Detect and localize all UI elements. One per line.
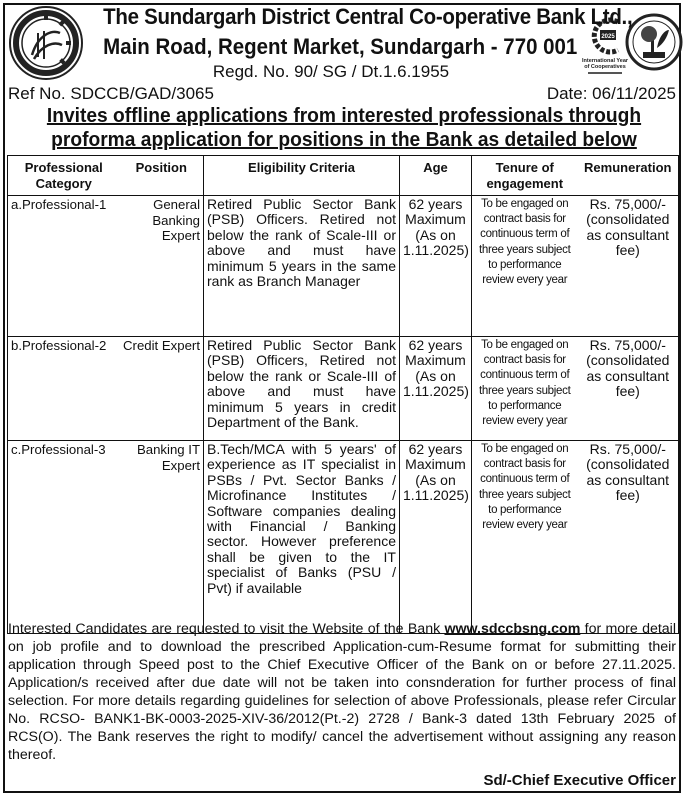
cell-category: a.Professional-1 — [8, 196, 120, 337]
cell-age: 62 years Maximum (As on 1.11.2025) — [400, 441, 472, 634]
cell-eligibility: B.Tech/MCA with 5 years' of experience as IT specialist in PSBs / Pvt. Sector Banks / Microfinance Institutes / Software companies dealing with Financial / Banking sector. However preference shall be given to the IT specialist of Banks (PSU / Pvt) if available — [204, 441, 400, 634]
signature: Sd/-Chief Executive Officer — [483, 772, 676, 789]
svg-text:International Year: International Year — [582, 58, 628, 64]
svg-text:2025: 2025 — [601, 34, 615, 40]
bank-name: The Sundargarh District Central Co-operative Bank Ltd., — [103, 4, 633, 29]
cell-tenure: To be engaged on contract basis for continuous term of three years subject to performance review every year — [472, 196, 578, 337]
cell-remuneration: Rs. 75,000/- (consolidated as consultant fee) — [578, 337, 679, 441]
instructions-text-start: Interested Candidates are requested to visit the Website of the Bank — [8, 621, 445, 637]
reference-number: Ref No. SDCCB/GAD/3065 — [8, 84, 214, 103]
cell-tenure: To be engaged on contract basis for continuous term of three years subject to performance review every year — [472, 337, 578, 441]
svg-text:of Cooperatives: of Cooperatives — [584, 64, 626, 70]
cell-eligibility: Retired Public Sector Bank (PSB) Officers, Retired not below the rank or Scale-III of above and must have minimum 5 years in credit Department of the Bank. — [204, 337, 400, 441]
bank-address: Main Road, Regent Market, Sundargarh - 770 001 — [103, 34, 578, 59]
table-row — [8, 196, 679, 337]
cell-position: General Banking Expert — [120, 196, 204, 337]
column-header-remuneration: Remuneration — [578, 156, 679, 196]
table-row — [8, 337, 679, 441]
column-header-category: Professional Category — [8, 156, 120, 196]
cell-position: Banking IT Expert — [120, 441, 204, 634]
tree-seal-icon — [625, 8, 683, 76]
headline — [6, 104, 682, 152]
positions-table — [7, 155, 679, 634]
bank-website-link[interactable]: www.sdccbsng.com — [444, 621, 581, 637]
instructions-text-rest: for more detail on job profile and to download the prescribed Application-cum-Resume format for submitting their application through Speed post to the Chief Executive Officer of the Bank on or before 27.11.2025. Application/s received after due date will not be taken into consnderation for further process of final selection. For more details regarding guidelines for selection of above Professionals, please refer Circular No. RCSO- BANK1-BK-0003-2025-XIV-36/2012(Pt.-2) 2728 / Bank-3 dated 13th February 2025 of RCS(O). The Bank reserves the right to modify/ cancel the advertisement without assigning any reason thereof. — [8, 621, 676, 763]
column-header-age: Age — [400, 156, 472, 196]
bank-emblem-icon — [8, 5, 84, 81]
cell-remuneration: Rs. 75,000/- (consolidated as consultant fee) — [578, 196, 679, 337]
cell-category: c.Professional-3 — [8, 441, 120, 634]
registration-number: Regd. No. 90/ SG / Dt.1.6.1955 — [212, 62, 450, 81]
table-header-row — [8, 156, 679, 196]
cell-eligibility: Retired Public Sector Bank (PSB) Officers. Retired not below the rank of Scale-III or above and must have minimum 5 years in the same rank as Branch Manager — [204, 196, 400, 337]
column-header-eligibility: Eligibility Criteria — [204, 156, 400, 196]
cell-age: 62 years Maximum (As on 1.11.2025) — [400, 337, 472, 441]
notice-date: Date: 06/11/2025 — [546, 84, 676, 103]
cell-tenure: To be engaged on contract basis for continuous term of three years subject to performance review every year — [472, 441, 578, 634]
cell-category: b.Professional-2 — [8, 337, 120, 441]
headline-line-1: Invites offline applications from interested professionals through — [46, 105, 642, 127]
cell-position: Credit Expert — [120, 337, 204, 441]
headline-line-2: proforma application for positions in the Bank as detailed below — [51, 129, 637, 151]
table-row — [8, 441, 679, 634]
column-header-tenure: Tenure of engagement — [472, 156, 578, 196]
column-header-position: Position — [120, 156, 204, 196]
instructions-paragraph — [8, 620, 676, 764]
cell-age: 62 years Maximum (As on 1.11.2025) — [400, 196, 472, 337]
cell-remuneration: Rs. 75,000/- (consolidated as consultant fee) — [578, 441, 679, 634]
